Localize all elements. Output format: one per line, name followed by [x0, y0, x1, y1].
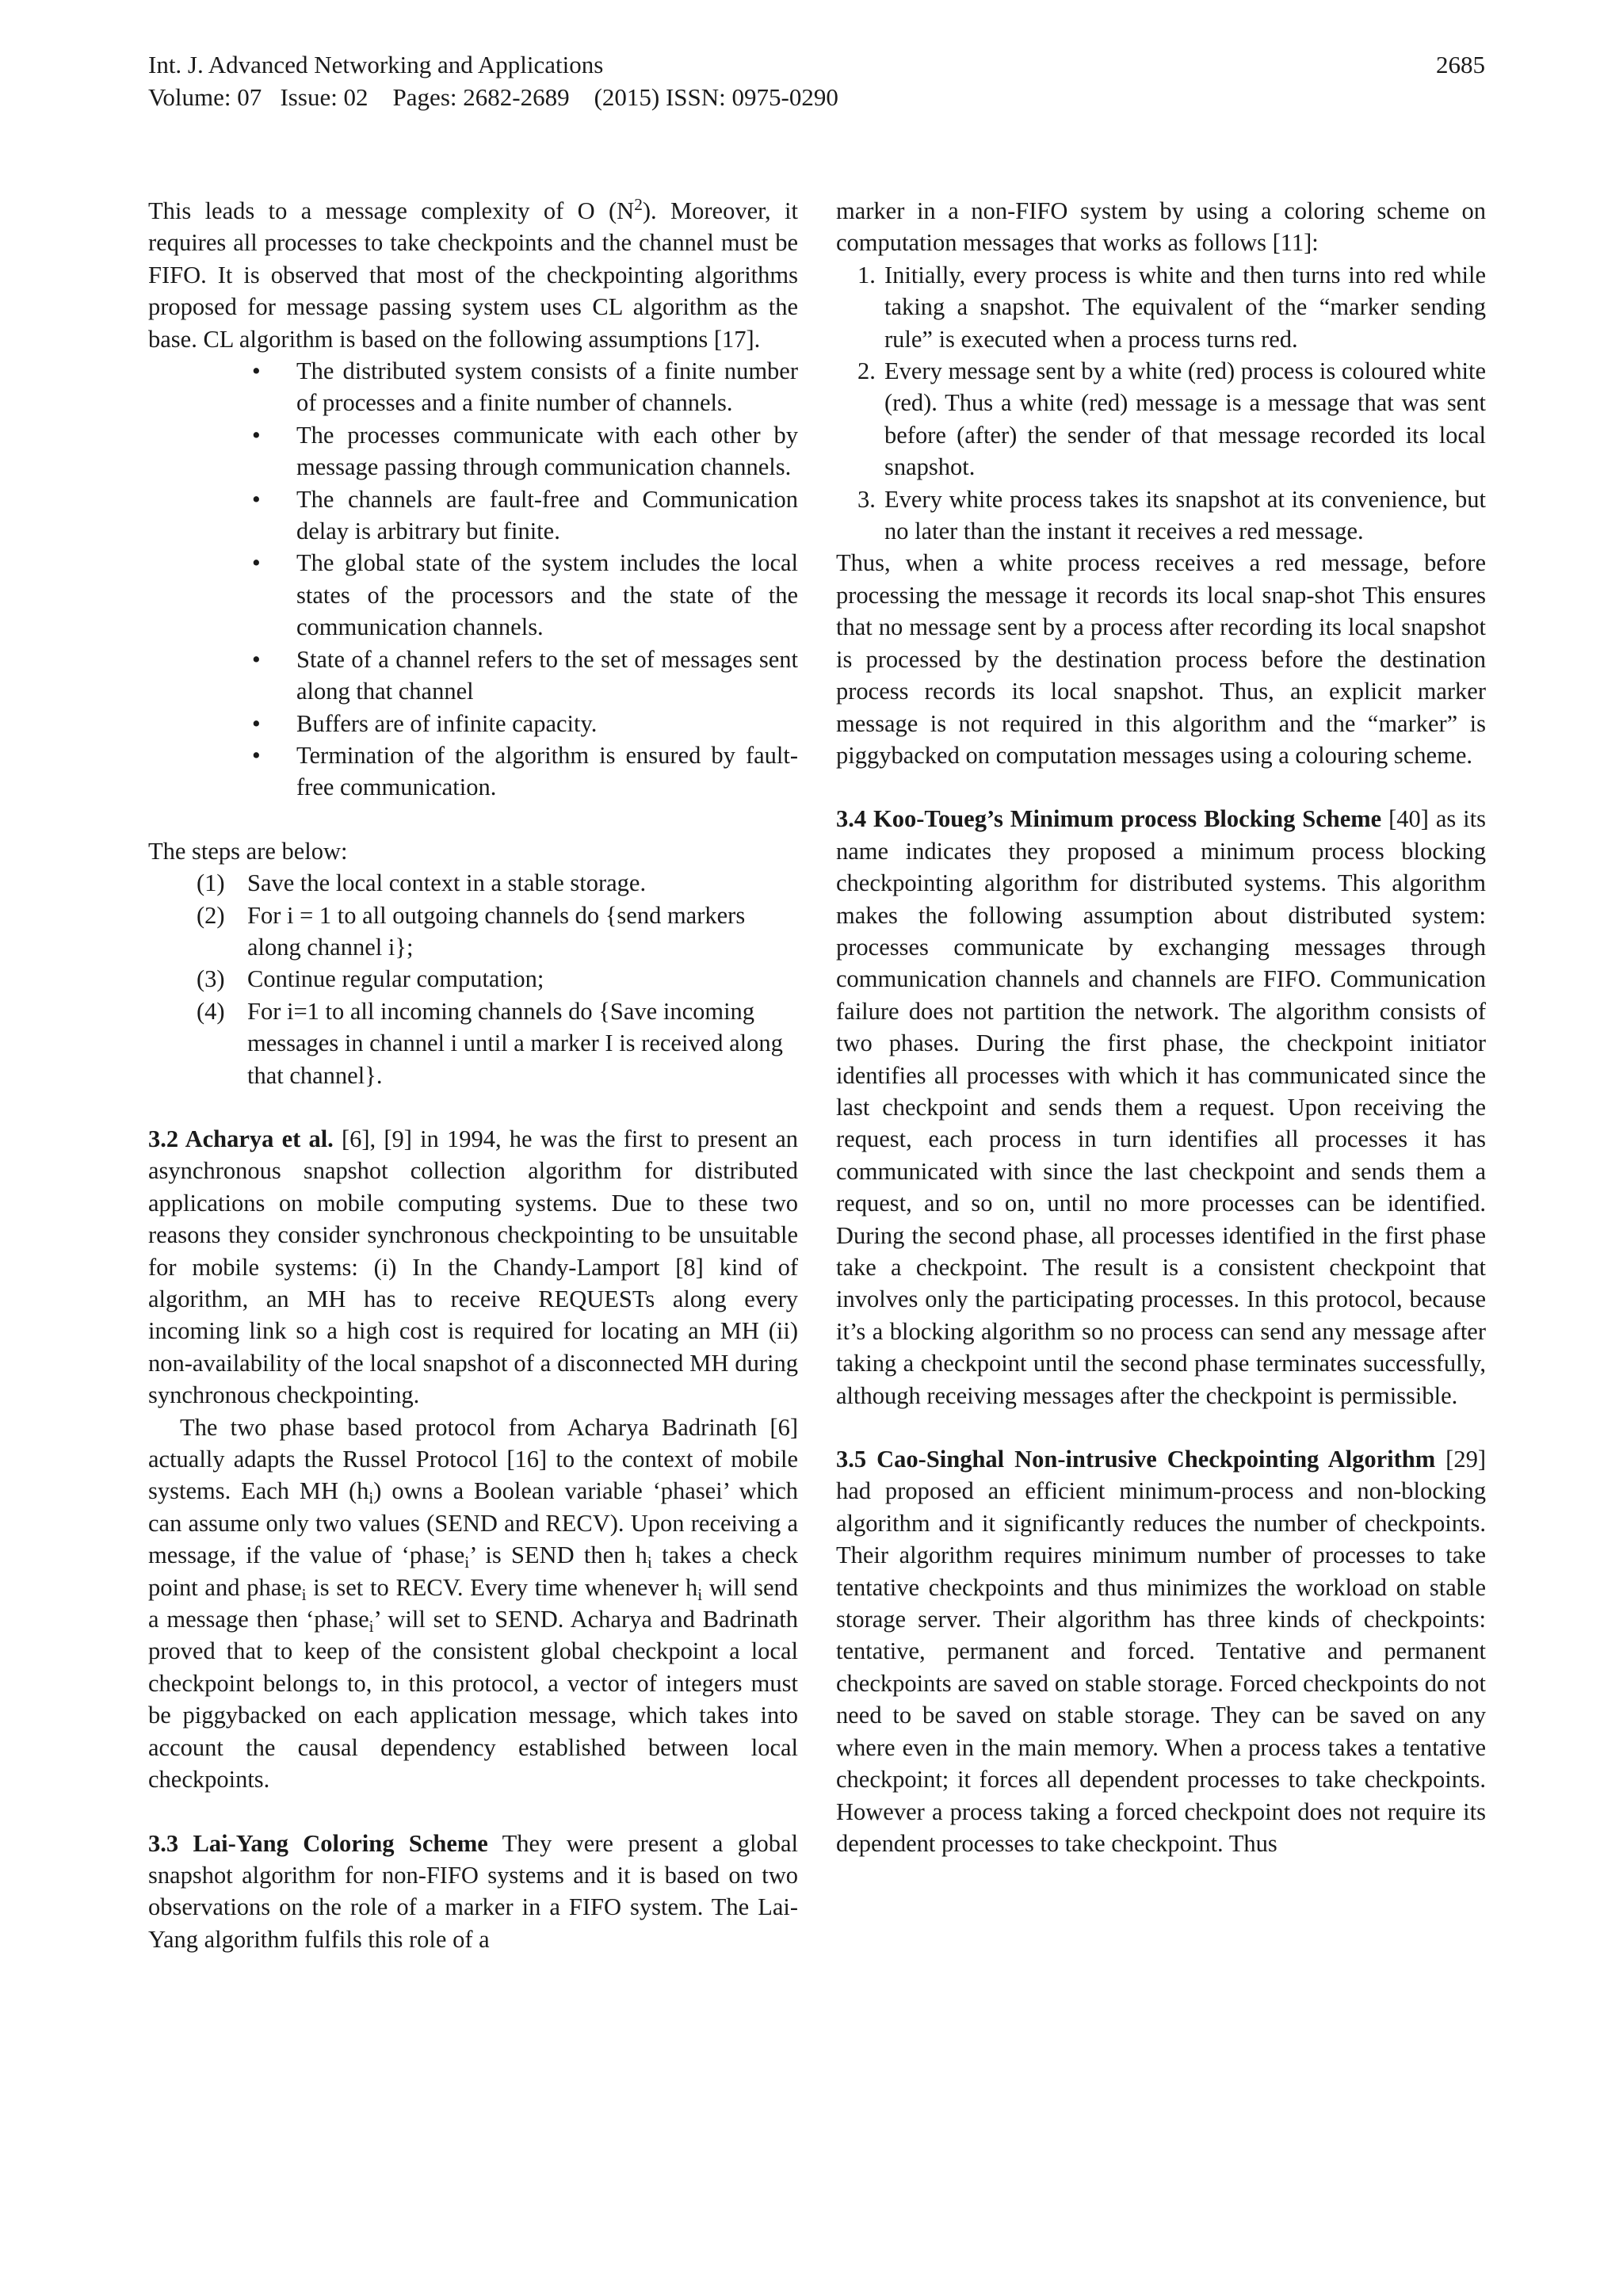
- list-item: • Termination of the algorithm is ensured by fault-free communication.: [148, 739, 798, 804]
- bullet-icon: •: [252, 357, 261, 385]
- section-heading: 3.3 Lai-Yang Coloring Scheme: [148, 1829, 488, 1857]
- steps-intro: The steps are below:: [148, 837, 348, 865]
- journal-volume-info: Volume: 07 Issue: 02 Pages: 2682-2689 (2015) ISSN: 0975-0290: [148, 83, 838, 111]
- bullet-icon: •: [252, 741, 261, 769]
- bullet-icon: •: [252, 485, 261, 513]
- bullet-icon: •: [252, 549, 261, 577]
- steps-list: [148, 867, 798, 1091]
- page-number: 2685: [1436, 51, 1485, 78]
- section-3-3: 3.3 Lai-Yang Coloring Scheme They were present a global snapshot algorithm for non-FIFO systems and it is based on two observations on the role of a marker in a FIFO system. The Lai-Yang algorithm fulfils this role of a: [148, 1829, 798, 1953]
- list-item: (3) Continue regular computation;: [197, 965, 544, 993]
- list-item: 1. Initially, every process is white and then turns into red while taking a snapshot. The equivalent of the “marker sending rule” is executed when a process turns red.: [857, 261, 1486, 353]
- section-heading: 3.2 Acharya et al.: [148, 1125, 334, 1152]
- section-3-4: 3.4 Koo-Toueg’s Minimum process Blocking Scheme [40] as its name indicates they proposed a minimum process blocking checkpointing algorithm for distributed systems. This algorithm makes the following assumption about distributed system: processes communicate by exchanging messages through communication channels and channels are FIFO. Communication failure does not partition the network. The algorithm consists of two phases. During the first phase, the checkpoint initiator identifies all processes with which it has communicated since the last checkpoint and sends them a request. Upon receiving the request, each process in turn identifies all processes it has communicated with since the last checkpoint and sends them a request, and so on, until no more processes can be identified. During the second phase, all processes identified in the first phase take a checkpoint. The result is a consistent checkpoint that involves only the participating processes. In this protocol, because it’s a blocking algorithm so no process can send any message after taking a checkpoint until the second phase terminates successfully, although receiving messages after the checkpoint is permissible.: [836, 805, 1486, 1409]
- left-column: [148, 195, 798, 1955]
- list-item: (1) Save the local context in a stable storage.: [197, 869, 647, 897]
- list-item: • The global state of the system includes the local states of the processors and the state of the communication channels.: [148, 547, 798, 643]
- coloring-rules-list: [836, 259, 1486, 548]
- list-item: • The distributed system consists of a finite number of processes and a finite number of channels.: [148, 355, 798, 419]
- continuation-paragraph: marker in a non-FIFO system by using a coloring scheme on computation messages that works as follows [11]:: [836, 197, 1486, 257]
- superscript: 2: [634, 195, 643, 214]
- intro-paragraph: This leads to a message complexity of O $(N^2)$. Moreover, it requires all processes to take checkpoints and the channel must be FIFO. It is observed that most of the checkpointing algorithms proposed for message passing system uses CL algorithm as the base. CL algorithm is based on the following assumptions [17].: [148, 195, 798, 353]
- bullet-icon: •: [252, 645, 261, 673]
- bullet-icon: •: [252, 709, 261, 737]
- section-3-5: 3.5 Cao-Singhal Non-intrusive Checkpointing Algorithm [29] had proposed an efficient minimum-process and non-blocking algorithm and it significantly reduces the number of checkpoints. Their algorithm requires minimum number of processes to take tentative checkpoints and thus minimizes the workload on stable storage server. Their algorithm has three kinds of checkpoints: tentative, permanent and forced. Tentative and permanent checkpoints are saved on stable storage. Forced checkpoints do not need to be saved on stable storage. They can be saved on any where even in the main memory. When a process takes a tentative checkpoint; it forces all dependent processes to take checkpoints. However a process taking a forced checkpoint does not require its dependent processes to take checkpoint. Thus: [836, 1446, 1486, 1857]
- list-item: (4) For i=1 to all incoming channels do {Save incoming messages in channel i until a marker I is received along that channel}.: [197, 997, 783, 1089]
- section-3-2: 3.2 Acharya et al. [6], [9] in 1994, he was the first to present an asynchronous snapshot collection algorithm for distributed applications on mobile computing systems. Due to these two reasons they consider synchronous checkpointing to be unsuitable for mobile systems: (i) In the Chandy-Lamport [8] kind of algorithm, an MH has to receive REQUESTs along every incoming link so a high cost is required for locating an MH (ii) non-availability of the local snapshot of a disconnected MH during synchronous checkpointing.: [148, 1125, 798, 1409]
- list-item: • The channels are fault-free and Communication delay is arbitrary but finite.: [148, 483, 798, 548]
- right-column: [836, 195, 1486, 1859]
- section-3-2-paragraph-2: The two phase based protocol from Acharya Badrinath [6] actually adapts the Russel Protocol [16] to the context of mobile systems. Each MH $(h_i)$ owns a Boolean variable ‘phasei’ which can assume only two values (SEND and RECV). Upon receiving a message, if the value of ‘phase$_i$’ is SEND then $h_i$ takes a check point and phase$_i$ is set to RECV. Every time whenever $h_i$ will send a message then ‘phase$_i$’ will set to SEND. Acharya and Badrinath proved that to keep of the consistent global checkpoint a local checkpoint belongs to, in this protocol, a vector of integers must be piggybacked on each application message, which takes into account the causal dependency established between local checkpoints.: [148, 1413, 798, 1794]
- section-heading: 3.4 Koo-Toueg’s Minimum process Blocking Scheme: [836, 805, 1382, 833]
- list-item: (2) For i = 1 to all outgoing channels do {send markers along channel i};: [197, 901, 746, 961]
- assumptions-list: [148, 355, 798, 804]
- list-item: • The processes communicate with each other by message passing through communication channels.: [148, 419, 798, 483]
- list-item: 3. Every white process takes its snapshot at its convenience, but no later than the instant it receives a red message.: [857, 485, 1486, 545]
- list-item: • State of a channel refers to the set of messages sent along that channel: [148, 644, 798, 708]
- section-heading: 3.5 Cao-Singhal Non-intrusive Checkpointing Algorithm: [836, 1446, 1436, 1473]
- list-item: • Buffers are of infinite capacity.: [148, 708, 798, 739]
- list-item: 2. Every message sent by a white (red) process is coloured white (red). Thus a white (red) message is a message that was sent before (after) the sender of that message recorded its local snapshot.: [857, 357, 1486, 481]
- journal-title: Int. J. Advanced Networking and Applications: [148, 51, 604, 78]
- bullet-icon: •: [252, 421, 261, 449]
- after-rules-paragraph: Thus, when a white process receives a red message, before processing the message it records its local snap-shot This ensures that no message sent by a process after recording its local snapshot is processed by the destination process before the destination process records its local snapshot. Thus, an explicit marker message is not required in this algorithm and the “marker” is piggybacked on computation messages using a colouring scheme.: [836, 549, 1486, 769]
